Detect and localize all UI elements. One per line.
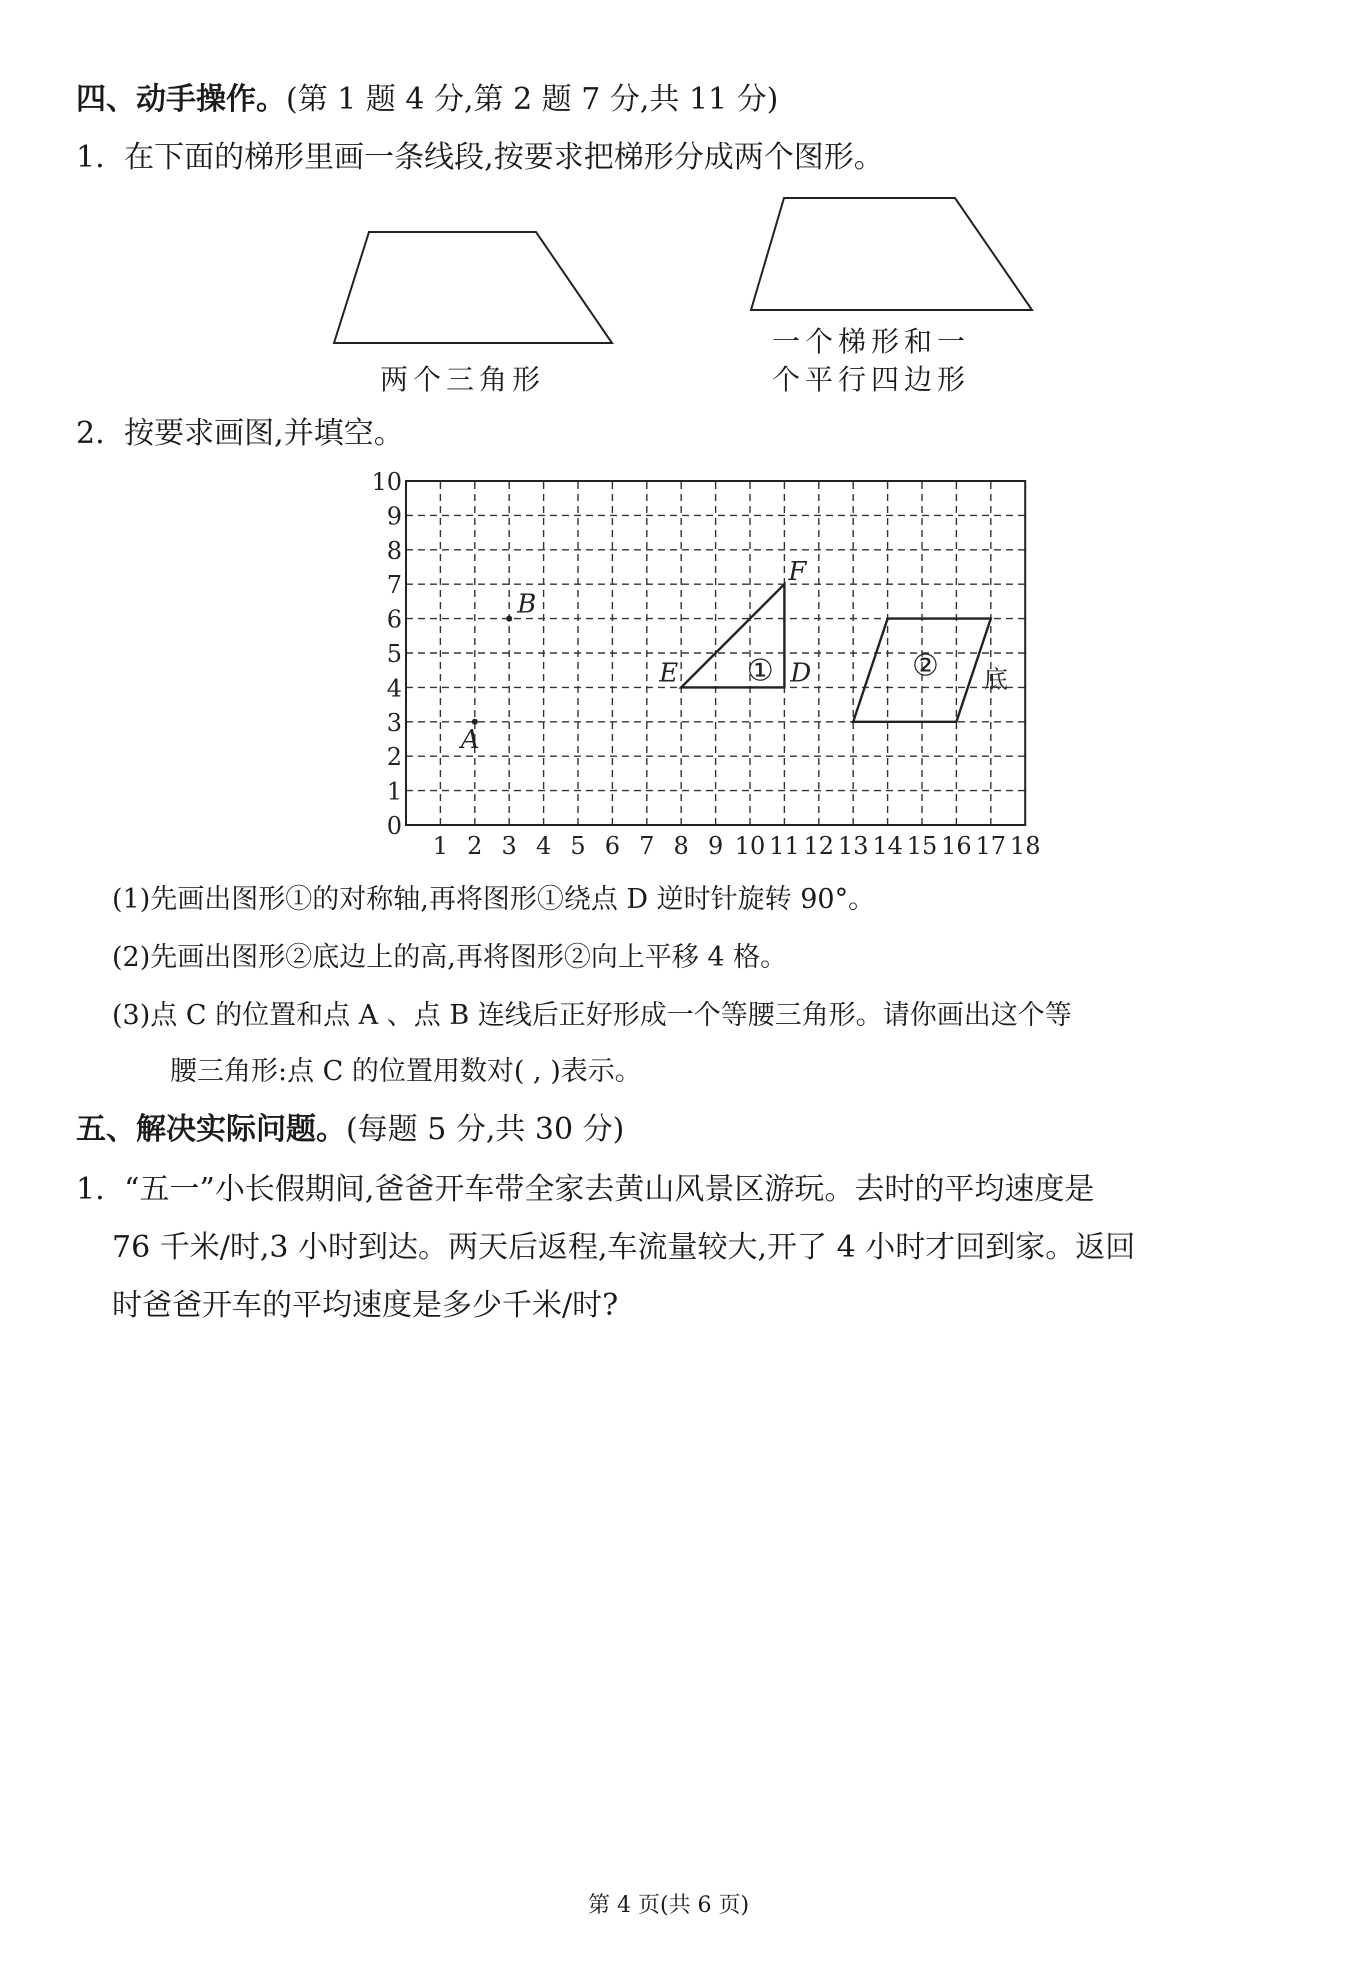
point-b-label: B bbox=[517, 589, 537, 620]
caption-right-line1: 一个梯形和一 bbox=[772, 325, 971, 358]
q2-sub3-line2: 腰三角形:点 C 的位置用数对( , )表示。 bbox=[170, 1056, 642, 1087]
x-tick-label: 5 bbox=[570, 832, 586, 860]
s5-q1-line1 bbox=[76, 1170, 1094, 1210]
y-tick-label: 0 bbox=[386, 812, 402, 840]
q1-text: 在下面的梯形里画一条线段,按要求把梯形分成两个图形。 bbox=[124, 140, 884, 175]
triangle-mark-1: ① bbox=[746, 653, 774, 689]
s5-q1-line2: 76 千米/时,3 小时到达。两天后返程,车流量较大,开了 4 小时才回到家。返回 bbox=[112, 1230, 1136, 1265]
x-tick-label: 7 bbox=[639, 832, 655, 860]
y-tick-label: 8 bbox=[386, 536, 402, 565]
x-tick-label: 4 bbox=[535, 832, 552, 860]
x-tick-label: 14 bbox=[872, 832, 903, 860]
section5-heading: 五、解决实际问题。 bbox=[76, 1112, 346, 1147]
parallelogram-mark-2: ② bbox=[911, 648, 939, 684]
coordinate-grid bbox=[0, 0, 1350, 900]
page-footer: 第 4 页(共 6 页) bbox=[588, 1893, 750, 1918]
s5-q1-number: 1. bbox=[76, 1172, 105, 1207]
caption-right-line2: 个平行四边形 bbox=[772, 363, 971, 396]
section4-heading: 四、动手操作。 bbox=[76, 82, 286, 117]
vertex-label-f: F bbox=[788, 557, 807, 588]
s5-q1-text1: “五一”小长假期间,爸爸开车带全家去黄山风景区游玩。去时的平均速度是 bbox=[124, 1172, 1095, 1207]
vertex-label-d: D bbox=[790, 658, 812, 689]
y-tick-label: 9 bbox=[386, 502, 402, 531]
x-tick-label: 11 bbox=[769, 832, 800, 860]
x-tick-label: 1 bbox=[432, 832, 449, 860]
caption-left: 两个三角形 bbox=[380, 363, 546, 396]
x-tick-label: 3 bbox=[501, 832, 517, 860]
y-tick-label: 7 bbox=[386, 571, 402, 600]
point-a-label: A bbox=[460, 724, 480, 755]
x-tick-label: 6 bbox=[604, 832, 621, 860]
y-tick-label: 4 bbox=[386, 674, 402, 703]
x-tick-label: 13 bbox=[837, 832, 869, 860]
q2-text: 按要求画图,并填空。 bbox=[124, 416, 404, 451]
x-tick-label: 15 bbox=[906, 832, 938, 860]
section4-score: (第 1 题 4 分,第 2 题 7 分,共 11 分) bbox=[286, 82, 779, 117]
s5-q1-line3: 时爸爸开车的平均速度是多少千米/时? bbox=[112, 1288, 619, 1323]
q1-number: 1. bbox=[76, 140, 105, 175]
x-tick-label: 9 bbox=[707, 832, 724, 860]
x-tick-label: 10 bbox=[734, 832, 766, 860]
section5-score: (每题 5 分,共 30 分) bbox=[346, 1112, 625, 1147]
point-b bbox=[506, 616, 512, 622]
x-tick-label: 16 bbox=[941, 832, 972, 860]
vertex-label-e: E bbox=[659, 658, 679, 689]
y-tick-label: 6 bbox=[386, 605, 402, 634]
y-tick-label: 3 bbox=[386, 708, 402, 737]
y-tick-label: 5 bbox=[386, 640, 402, 668]
x-tick-label: 12 bbox=[803, 832, 835, 860]
q2-number: 2. bbox=[76, 416, 105, 451]
section5-title bbox=[76, 1110, 624, 1150]
x-tick-label: 2 bbox=[467, 832, 483, 860]
y-tick-label: 2 bbox=[386, 743, 402, 772]
x-tick-label: 8 bbox=[673, 832, 689, 860]
x-tick-label: 17 bbox=[975, 832, 1007, 860]
y-tick-label: 1 bbox=[386, 777, 402, 806]
q2-sub3-line1: (3)点 C 的位置和点 A 、点 B 连线后正好形成一个等腰三角形。请你画出这个等 bbox=[112, 1000, 1072, 1031]
y-tick-label: 10 bbox=[371, 468, 402, 496]
q2-sub1: (1)先画出图形①的对称轴,再将图形①绕点 D 逆时针旋转 90°。 bbox=[112, 884, 876, 915]
parallelogram-base-label: 底 bbox=[983, 665, 1008, 694]
q2-sub2: (2)先画出图形②底边上的高,再将图形②向上平移 4 格。 bbox=[112, 942, 788, 973]
x-tick-label: 18 bbox=[1009, 832, 1041, 860]
